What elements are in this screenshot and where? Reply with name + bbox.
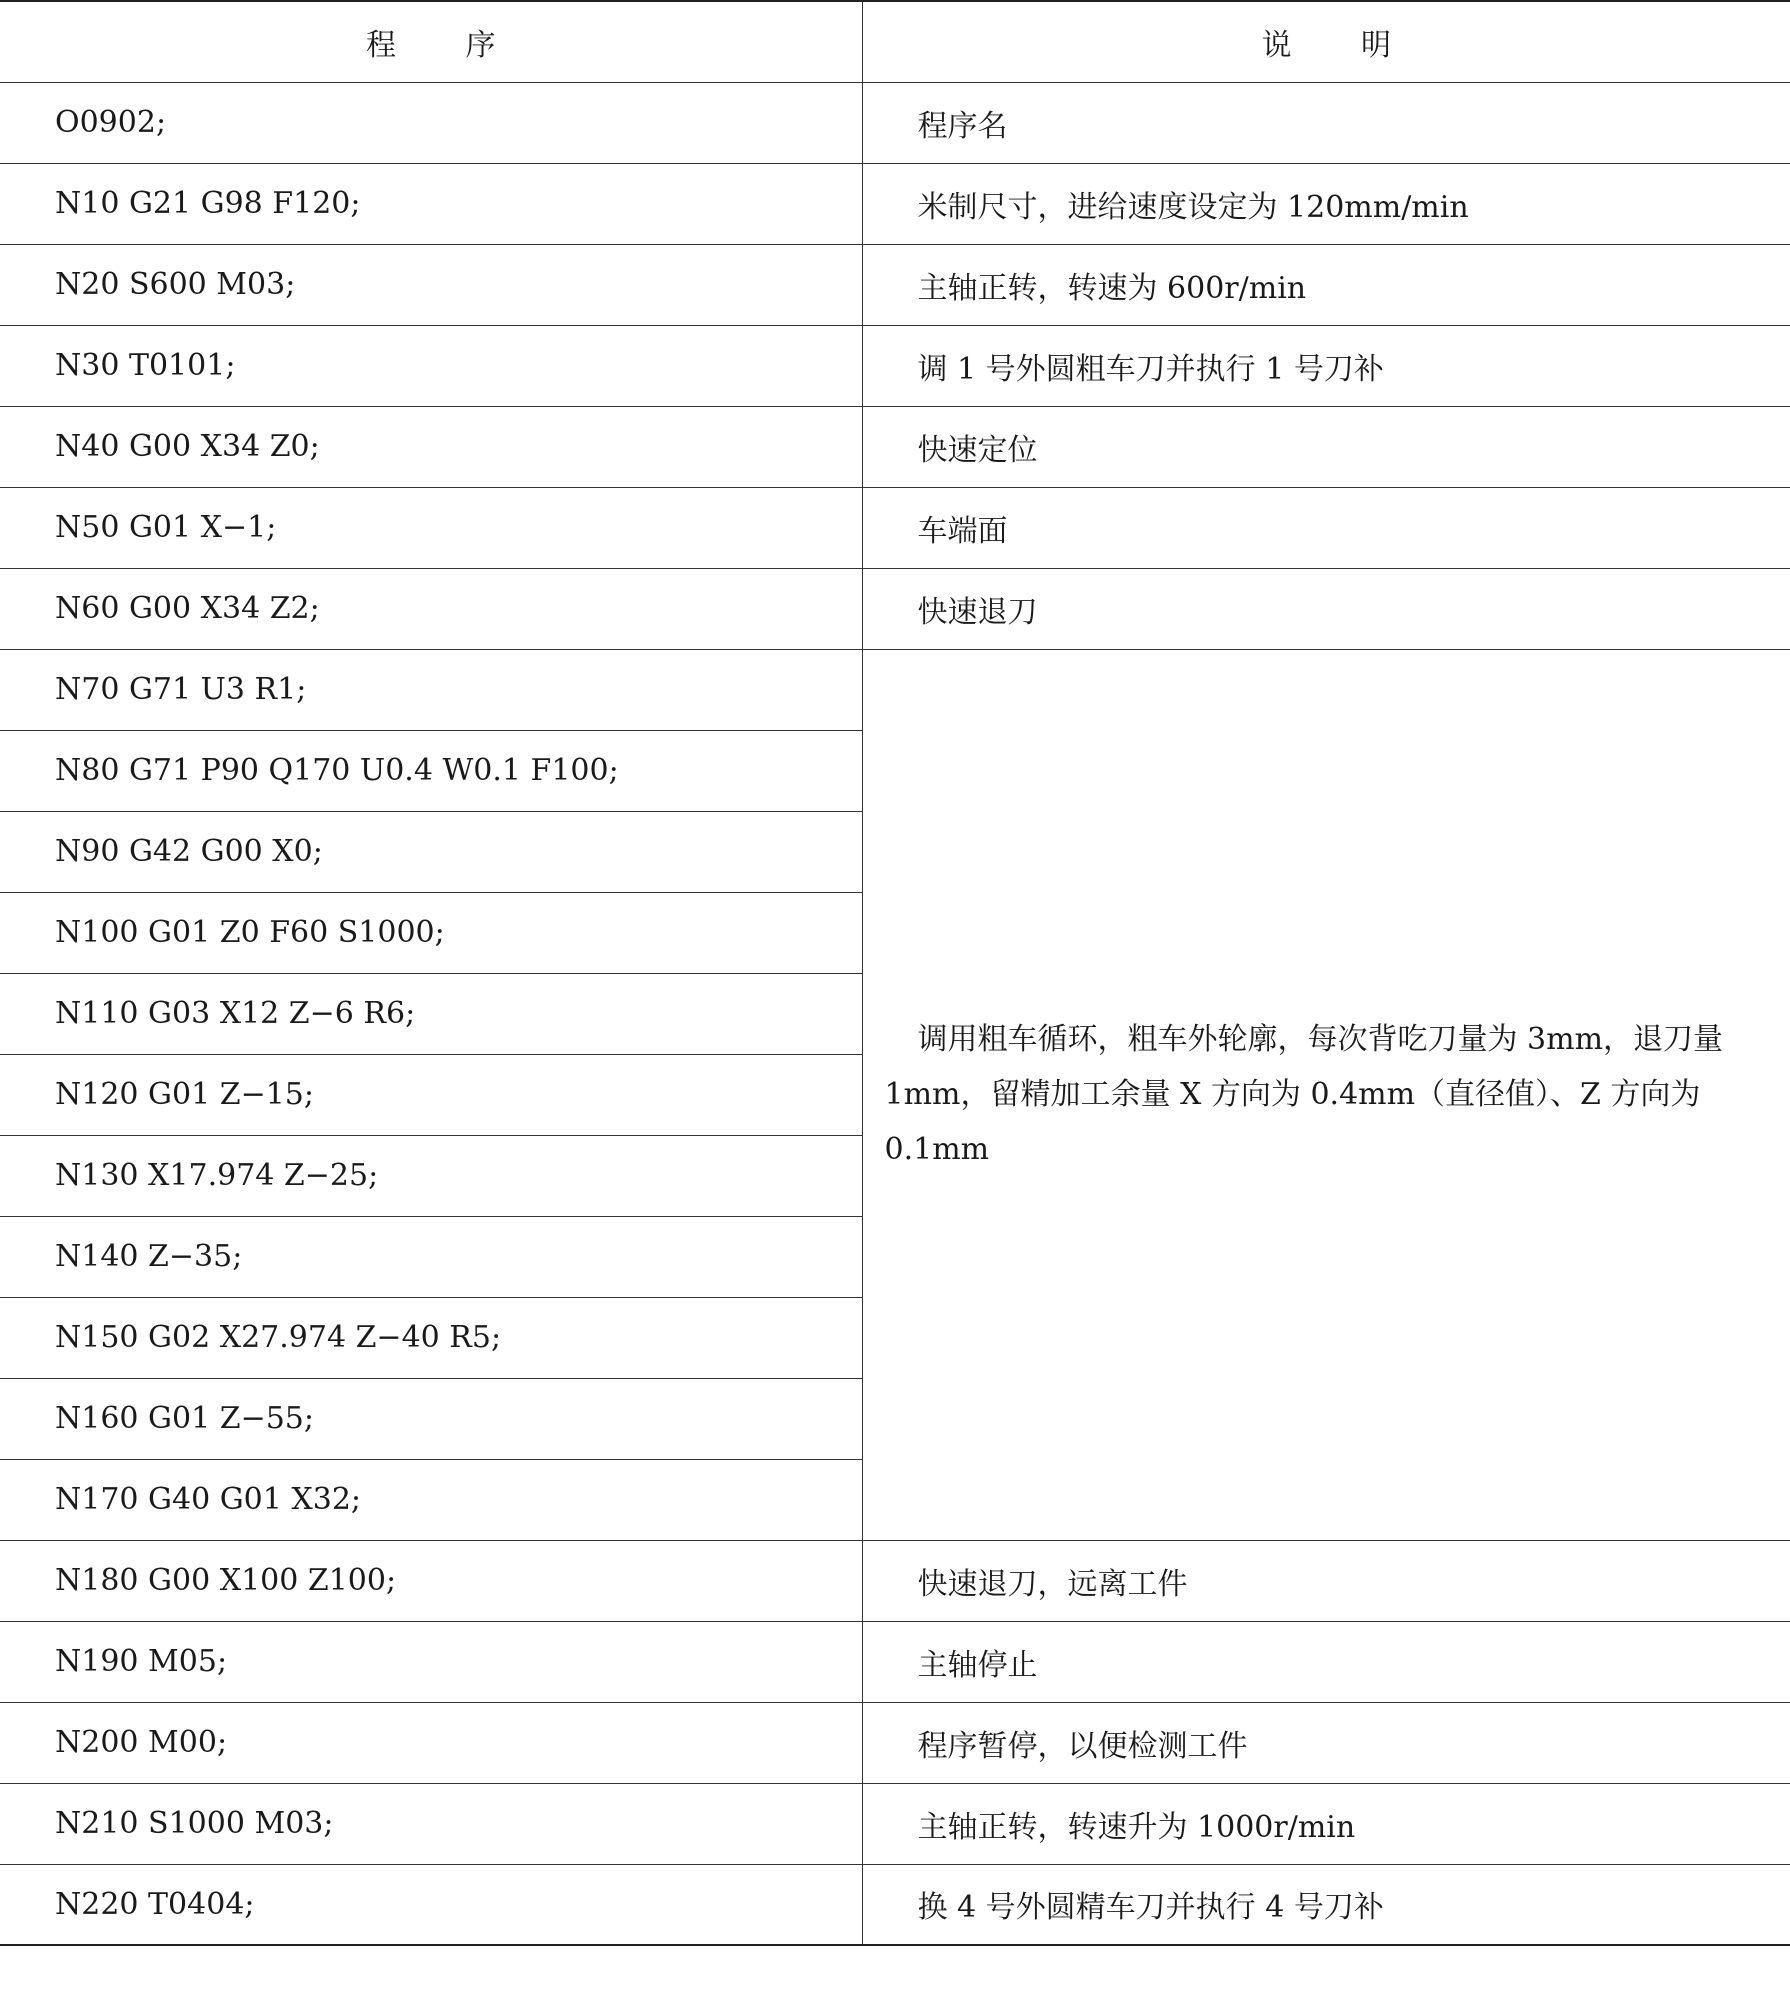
table-row xyxy=(0,163,1790,244)
program-cell: N30 T0101; xyxy=(0,325,862,406)
description-cell: 主轴停止 xyxy=(862,1621,1790,1702)
program-cell: N80 G71 P90 Q170 U0.4 W0.1 F100; xyxy=(0,730,862,811)
program-cell: N220 T0404; xyxy=(0,1864,862,1945)
program-cell: N180 G00 X100 Z100; xyxy=(0,1540,862,1621)
table-row xyxy=(0,1864,1790,1945)
description-cell: 程序暂停，以便检测工件 xyxy=(862,1702,1790,1783)
program-cell: N90 G42 G00 X0; xyxy=(0,811,862,892)
description-cell: 调 1 号外圆粗车刀并执行 1 号刀补 xyxy=(862,325,1790,406)
column-header-program: 程 序 xyxy=(0,1,862,82)
table-row xyxy=(0,82,1790,163)
program-cell: N20 S600 M03; xyxy=(0,244,862,325)
table-row xyxy=(0,1621,1790,1702)
column-header-description: 说 明 xyxy=(862,1,1790,82)
description-cell: 主轴正转，转速为 600r/min xyxy=(862,244,1790,325)
program-cell: N160 G01 Z−55; xyxy=(0,1378,862,1459)
program-cell: N150 G02 X27.974 Z−40 R5; xyxy=(0,1297,862,1378)
table-row xyxy=(0,568,1790,649)
program-cell: N70 G71 U3 R1; xyxy=(0,649,862,730)
table-row xyxy=(0,1783,1790,1864)
description-cell: 主轴正转，转速升为 1000r/min xyxy=(862,1783,1790,1864)
program-cell: N140 Z−35; xyxy=(0,1216,862,1297)
description-cell: 快速退刀 xyxy=(862,568,1790,649)
program-cell: N120 G01 Z−15; xyxy=(0,1054,862,1135)
table-header-row xyxy=(0,1,1790,82)
program-cell: O0902; xyxy=(0,82,862,163)
table-row xyxy=(0,487,1790,568)
program-cell: N210 S1000 M03; xyxy=(0,1783,862,1864)
program-cell: N100 G01 Z0 F60 S1000; xyxy=(0,892,862,973)
table-row xyxy=(0,1702,1790,1783)
table-row xyxy=(0,1540,1790,1621)
description-cell: 米制尺寸，进给速度设定为 120mm/min xyxy=(862,163,1790,244)
description-cell: 程序名 xyxy=(862,82,1790,163)
table-row xyxy=(0,649,1790,730)
table-row xyxy=(0,325,1790,406)
description-cell: 快速定位 xyxy=(862,406,1790,487)
program-cell: N40 G00 X34 Z0; xyxy=(0,406,862,487)
program-cell: N60 G00 X34 Z2; xyxy=(0,568,862,649)
description-cell: 换 4 号外圆精车刀并执行 4 号刀补 xyxy=(862,1864,1790,1945)
program-cell: N170 G40 G01 X32; xyxy=(0,1459,862,1540)
program-cell: N10 G21 G98 F120; xyxy=(0,163,862,244)
cycle-description-cell: 调用粗车循环，粗车外轮廓，每次背吃刀量为 3mm，退刀量 1mm，留精加工余量 X 方向为 0.4mm（直径值）、Z 方向为 0.1mm xyxy=(862,649,1790,1540)
table-row xyxy=(0,244,1790,325)
table-row xyxy=(0,406,1790,487)
program-cell: N200 M00; xyxy=(0,1702,862,1783)
description-cell: 车端面 xyxy=(862,487,1790,568)
program-cell: N50 G01 X−1; xyxy=(0,487,862,568)
description-cell: 快速退刀，远离工件 xyxy=(862,1540,1790,1621)
program-cell: N110 G03 X12 Z−6 R6; xyxy=(0,973,862,1054)
program-cell: N190 M05; xyxy=(0,1621,862,1702)
program-cell: N130 X17.974 Z−25; xyxy=(0,1135,862,1216)
